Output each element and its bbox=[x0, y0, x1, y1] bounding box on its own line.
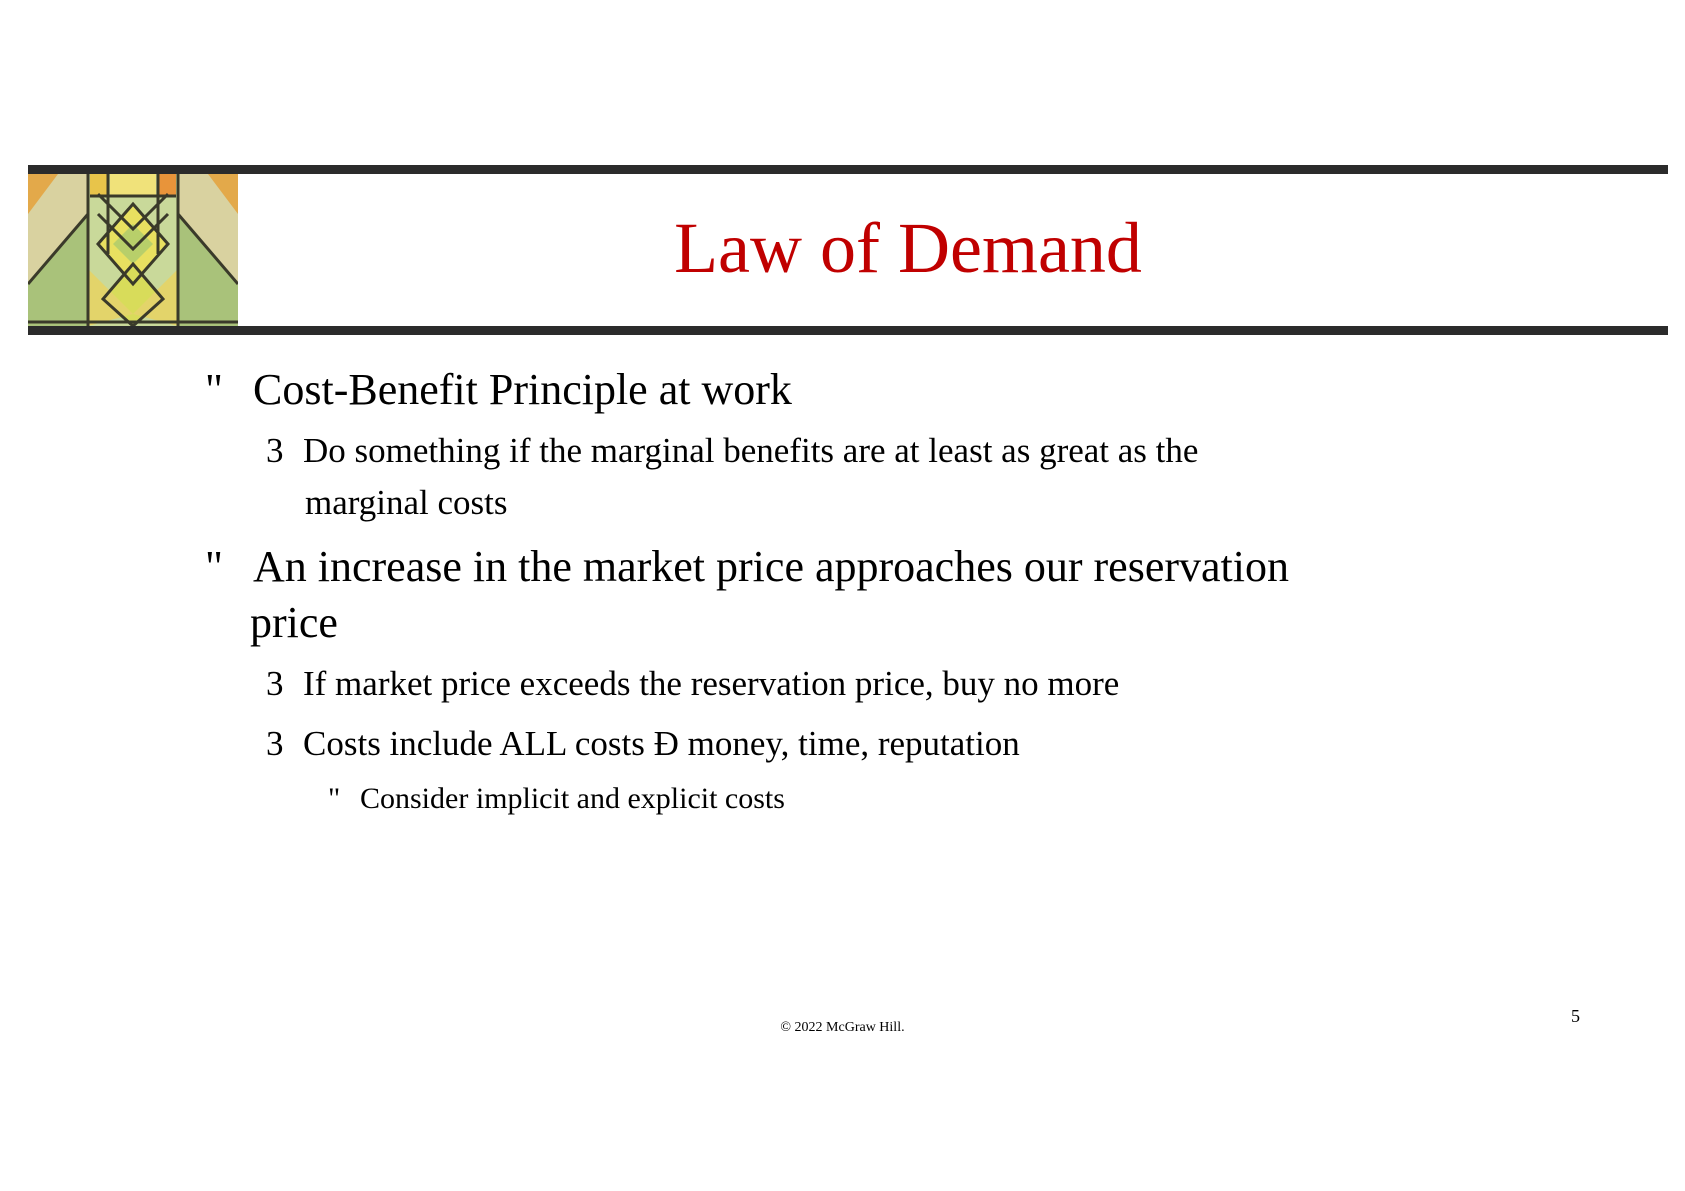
bullet-marker: " bbox=[205, 365, 223, 414]
header-top-rule bbox=[28, 165, 1668, 174]
sub-bullet-marker: 3 bbox=[266, 724, 284, 763]
sub-bullet-marker: 3 bbox=[266, 431, 284, 470]
slide-title: Law of Demand bbox=[674, 208, 1142, 288]
sub-bullet-buy-no-more: If market price exceeds the reservation price, buy no more bbox=[303, 664, 1120, 703]
bullet-cost-benefit: Cost-Benefit Principle at work bbox=[253, 365, 792, 414]
bullet-marker: " bbox=[205, 542, 223, 591]
sub-bullet-all-costs: Costs include ALL costs Đ money, time, reputation bbox=[303, 724, 1020, 763]
page-number: 5 bbox=[1571, 1006, 1580, 1026]
sub-sub-bullet-marker: " bbox=[328, 782, 341, 815]
sub-sub-bullet-implicit-explicit: Consider implicit and explicit costs bbox=[360, 782, 785, 815]
sub-bullet-marginal-benefits: Do something if the marginal benefits are at least as great as the bbox=[303, 431, 1199, 470]
copyright-notice: © 2022 McGraw Hill. bbox=[780, 1020, 905, 1035]
stained-glass-icon bbox=[28, 174, 238, 326]
sub-bullet-marker: 3 bbox=[266, 664, 284, 703]
sub-bullet-marginal-benefits-continuation: marginal costs bbox=[305, 483, 508, 522]
header-bottom-rule bbox=[28, 326, 1668, 335]
bullet-market-price: An increase in the market price approaches our reservation bbox=[253, 542, 1289, 591]
bullet-market-price-continuation: price bbox=[250, 598, 338, 647]
